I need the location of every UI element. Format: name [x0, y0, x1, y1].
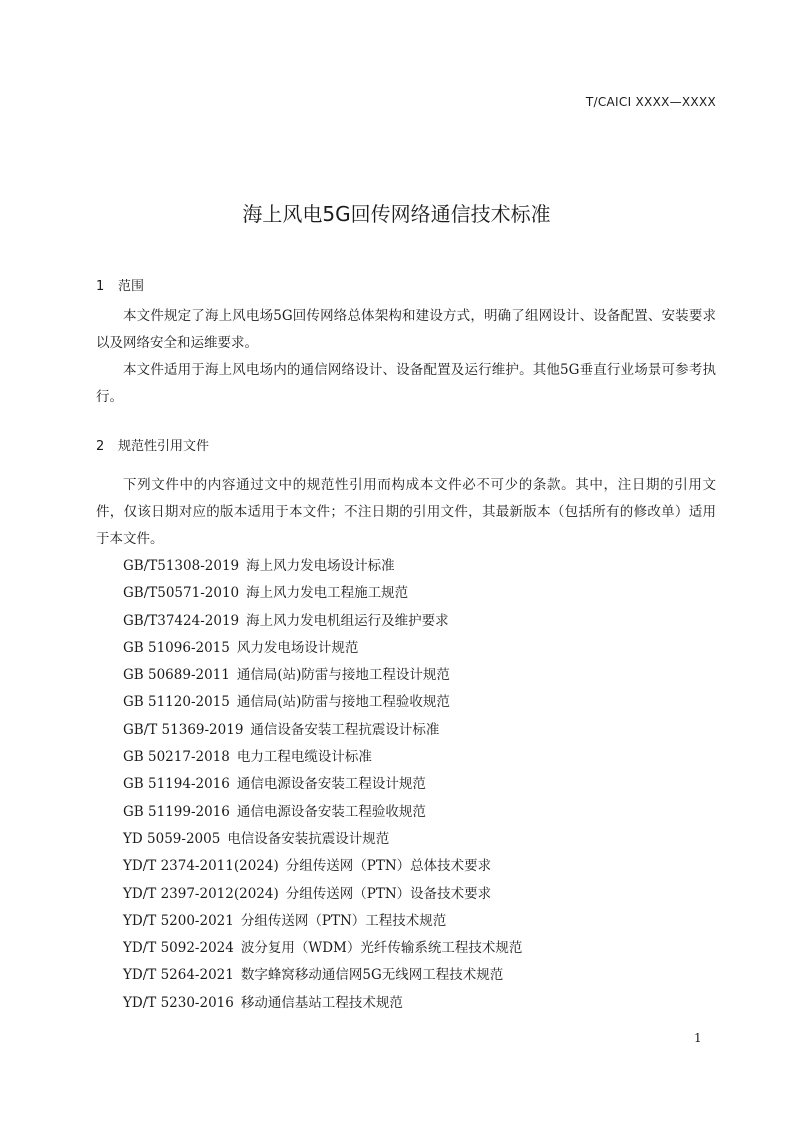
reference-code: GB/T50571-2010 — [123, 585, 240, 602]
reference-code: GB/T 51369-2019 — [123, 721, 244, 738]
reference-item — [123, 717, 522, 744]
page-number: 1 — [694, 1031, 702, 1045]
reference-item — [123, 990, 522, 1017]
reference-code: GB/T51308-2019 — [123, 558, 240, 574]
reference-code: GB 51199-2016 — [123, 803, 230, 820]
reference-item — [123, 881, 522, 908]
reference-code: GB 50689-2011 — [123, 667, 230, 684]
scope-paragraph-1: 本文件规定了海上风电场5G回传网络总体架构和建设方式，明确了组网设计、设备配置、安装要求以及网络安全和运维要求。 — [96, 308, 716, 351]
reference-item — [123, 771, 522, 798]
section-number: 1 — [96, 279, 105, 294]
document-title: 海上风电5G回传网络通信技术标准 — [242, 202, 551, 226]
reference-title: 通信电源设备安装工程设计规范 — [236, 776, 426, 793]
scope-paragraph-2: 本文件适用于海上风电场内的通信网络设计、设备配置及运行维护。其他5G垂直行业场景可参考执行。 — [96, 362, 716, 405]
reference-item — [123, 962, 522, 989]
reference-item — [123, 799, 522, 826]
reference-item — [123, 744, 522, 771]
section-title: 规范性引用文件 — [118, 439, 210, 454]
section-heading-scope — [96, 275, 144, 294]
reference-item — [123, 662, 522, 689]
reference-code: GB 50217-2018 — [123, 749, 230, 766]
reference-title: 通信电源设备安装工程验收规范 — [236, 803, 426, 820]
reference-title: 分组传送网（PTN）工程技术规范 — [240, 912, 447, 929]
reference-title: 分组传送网（PTN）总体技术要求 — [285, 858, 492, 875]
reference-code: YD/T 2374-2011(2024) — [123, 858, 279, 875]
reference-item — [123, 853, 522, 880]
reference-title: 海上风力发电工程施工规范 — [246, 585, 409, 602]
reference-title: 数字蜂窝移动通信网5G无线网工程技术规范 — [240, 967, 504, 984]
reference-code: GB 51096-2015 — [123, 639, 230, 656]
reference-list — [123, 553, 522, 1017]
reference-title: 移动通信基站工程技术规范 — [240, 994, 403, 1011]
reference-item — [123, 608, 522, 635]
reference-item — [123, 826, 522, 853]
reference-title: 通信设备安装工程抗震设计标准 — [250, 721, 440, 738]
reference-code: GB 51194-2016 — [123, 776, 230, 793]
references-intro-paragraph: 下列文件中的内容通过文中的规范性引用而构成本文件必不可少的条款。其中，注日期的引用文件，仅该日期对应的版本适用于本文件；不注日期的引用文件，其最新版本（包括所有的修改单）适用于本文件。 — [96, 477, 716, 547]
reference-item — [123, 935, 522, 962]
reference-code: YD/T 5230-2016 — [123, 994, 234, 1011]
reference-code: YD/T 5264-2021 — [123, 967, 234, 984]
reference-item — [123, 635, 522, 662]
reference-title: 电信设备安装抗震设计规范 — [227, 830, 390, 847]
reference-title: 波分复用（WDM）光纤传输系统工程技术规范 — [240, 940, 523, 957]
reference-title: 通信局(站)防雷与接地工程设计规范 — [236, 667, 450, 684]
document-code: T/CAICI XXXX—XXXX — [585, 95, 716, 109]
reference-code: YD/T 5092-2024 — [123, 940, 234, 957]
reference-code: YD 5059-2005 — [123, 830, 221, 847]
reference-title: 分组传送网（PTN）设备技术要求 — [285, 885, 492, 902]
reference-title: 通信局(站)防雷与接地工程验收规范 — [236, 694, 450, 711]
reference-code: YD/T 5200-2021 — [123, 912, 234, 929]
section-title: 范围 — [118, 279, 145, 294]
reference-code: YD/T 2397-2012(2024) — [123, 885, 279, 902]
reference-item — [123, 580, 522, 607]
reference-item — [123, 689, 522, 716]
reference-title: 海上风力发电场设计标准 — [246, 558, 395, 574]
reference-code: GB/T37424-2019 — [123, 612, 240, 629]
reference-item — [123, 553, 522, 580]
section-heading-normative-references — [96, 435, 209, 454]
reference-title: 海上风力发电机组运行及维护要求 — [246, 612, 449, 629]
reference-code: GB 51120-2015 — [123, 694, 230, 711]
section-number: 2 — [96, 439, 105, 454]
reference-title: 电力工程电缆设计标准 — [236, 749, 372, 766]
reference-title: 风力发电场设计规范 — [236, 639, 359, 656]
reference-item — [123, 908, 522, 935]
